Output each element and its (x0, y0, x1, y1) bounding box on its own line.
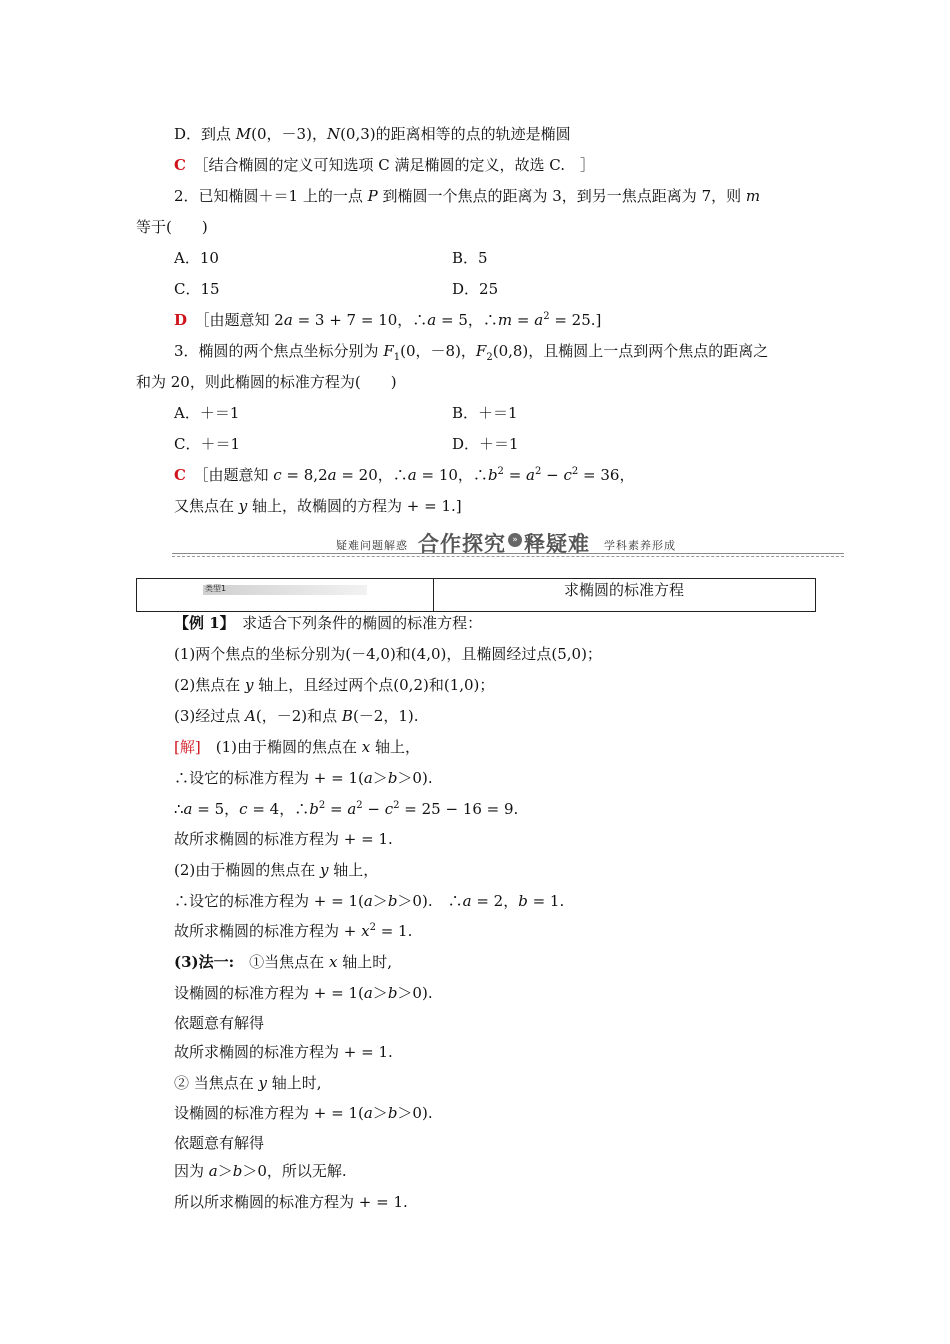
banner-rule (172, 553, 844, 554)
answer-1: C ［结合椭圆的定义可知选项 C 满足椭圆的定义，故选 C. ］ (174, 156, 595, 174)
banner-rule-dashed (172, 556, 844, 557)
solution-line-13: 设椭圆的标准方程为 + = 1(a＞b＞0). (174, 1104, 433, 1122)
solution-line-11: 故所求椭圆的标准方程为 + = 1. (174, 1043, 393, 1061)
question-2: 2．已知椭圆＋＝1 上的一点 P 到椭圆一个焦点的距离为 3，到另一焦点距离为 7，则 m (174, 187, 761, 205)
question-2-cont: 等于( ) (136, 218, 208, 236)
example-1-cond-1: (1)两个焦点的坐标分别为(－4,0)和(4,0)，且椭圆经过点(5,0)； (174, 645, 602, 663)
solution-line-16: 所以所求椭圆的标准方程为 + = 1. (174, 1193, 408, 1211)
example-1-cond-3: (3)经过点 A(，－2)和点 B(－2，1). (174, 707, 419, 725)
solution-line-1: [解] (1)由于椭圆的焦点在 x 轴上， (174, 738, 420, 756)
banner-arrow-icon: » (508, 533, 522, 547)
question-3-cont: 和为 20，则此椭圆的标准方程为( ) (136, 373, 397, 391)
q3-option-a: A．＋＝1 (174, 404, 240, 422)
banner-main-1: 合作探究 (418, 532, 506, 556)
q2-option-a: A．10 (174, 249, 219, 267)
solution-line-8: (3)法一: ①当焦点在 x 轴上时, (174, 953, 392, 971)
type-header-box (136, 578, 816, 612)
solution-line-3: ∴a = 5，c = 4，$\therefore b^2 = a^2 - c^2 = 25 - 16 = 9$. (174, 800, 519, 818)
solution-line-2: ∴设它的标准方程为 + = 1(a＞b＞0). (174, 769, 433, 787)
example-1-cond-2: (2)焦点在 y 轴上，且经过两个点(0,2)和(1,0)； (174, 676, 495, 694)
solution-line-9: 设椭圆的标准方程为 + = 1(a＞b＞0). (174, 984, 433, 1002)
solution-line-6: ∴设它的标准方程为 + = 1(a＞b＞0). ∴a = 2，b = 1. (174, 892, 565, 910)
q3-option-c: C．＋＝1 (174, 435, 241, 453)
answer-3: C ［由题意知 c = 8,2a = 20，∴a = 10，$\therefore b^2 = a^2 - c^2 = 36$， (174, 466, 635, 484)
solution-line-4: 故所求椭圆的标准方程为 + = 1. (174, 830, 393, 848)
q2-option-d: D．25 (452, 280, 499, 298)
banner-left-text: 疑难问题解惑 (336, 539, 408, 552)
banner-right-text: 学科素养形成 (604, 539, 676, 552)
banner-main-2: 释疑难 (524, 532, 590, 556)
section-banner (172, 528, 844, 558)
solution-line-7: 故所求椭圆的标准方程为 + $x^2 = 1$. (174, 922, 413, 940)
type-tag: 类型1 (203, 585, 367, 595)
solution-line-5: (2)由于椭圆的焦点在 y 轴上， (174, 861, 379, 879)
type-title: 求椭圆的标准方程 (563, 581, 684, 599)
solution-line-15: 因为 a＞b＞0，所以无解. (174, 1162, 347, 1180)
q3-option-d: D．＋＝1 (452, 435, 519, 453)
solution-line-12: ② 当焦点在 y 轴上时, (174, 1074, 322, 1092)
answer-2: D ［由题意知 2a = 3 + 7 = 10，∴a = 5，∴m = $a^2 = 25$.] (174, 311, 602, 329)
q2-option-b: B．5 (452, 249, 488, 267)
question-3: 3．椭圆的两个焦点坐标分别为 $F_1(0$，－8)，$F_2(0,8)$，且椭圆上一点到两个焦点的距离之 (174, 342, 769, 363)
option-d-prev: D．到点 M(0，－3)，N(0,3)的距离相等的点的轨迹是椭圆 (174, 125, 571, 143)
solution-line-10: 依题意有解得 (174, 1014, 265, 1032)
q2-option-c: C．15 (174, 280, 220, 298)
answer-3-cont: 又焦点在 y 轴上，故椭圆的方程为 + = 1.] (174, 497, 462, 515)
solution-line-14: 依题意有解得 (174, 1134, 265, 1152)
example-1-heading: 【例 1】 求适合下列条件的椭圆的标准方程： (174, 614, 483, 632)
q3-option-b: B．＋＝1 (452, 404, 518, 422)
